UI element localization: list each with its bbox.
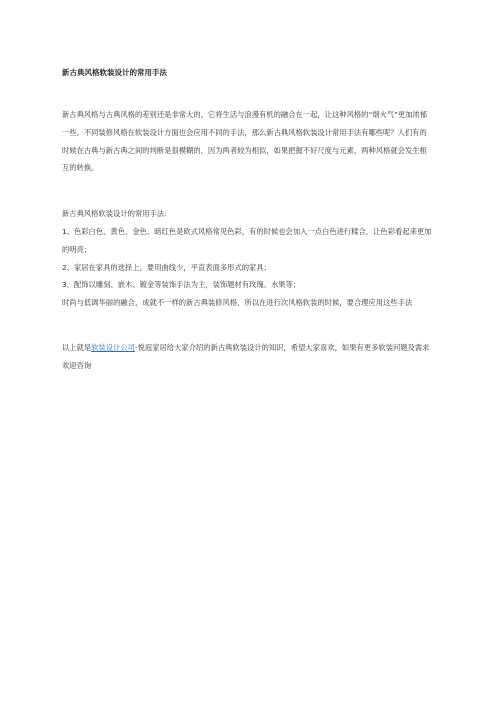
intro-paragraph: 新古典风格与古典风格的差别还是非常大的，它将生活与浪漫有机的融合在一起，让这种风格的“烟火气”更加浓郁一些。不同装修风格在软装设计方面也会应用不同的手法，那么新古典风格软装设计常用手法有哪些呢？人们有的时候在古典与新古典之间的判断是很模糊的，因为两者较为相似，如果把握不好尺度与元素，两种风格就会发生相互的转换。 xyxy=(62,110,428,173)
document-title: 新古典风格软装设计的常用手法 xyxy=(62,68,167,77)
closing-prefix: 以上就是 xyxy=(62,342,92,352)
design-company-link[interactable]: 软装设计公司 xyxy=(91,342,135,352)
closing-suffix: -悦庭家居给大家介绍的新古典软装设计的知识，希望大家喜欢，如果有更多软装问题及需求欢迎咨询 xyxy=(62,342,430,370)
method-item-accessories: 3、配饰以雕刻、嵌木、镀金等装饰手法为主，装饰题材有玫瑰、水果等； xyxy=(62,280,301,290)
closing-paragraph xyxy=(62,339,434,375)
method-item-color: 1、色彩白色、黄色、金色、暗红色是欧式风格常见色彩，有的时候也会加入一点白色进行糅合，让色彩看起来更加的明亮； xyxy=(62,226,432,254)
methods-heading: 新古典风格软装设计的常用手法： xyxy=(62,209,172,219)
method-item-furniture: 2、家居在家具的选择上，要用曲线少，平直表面多形式的家具； xyxy=(62,262,271,272)
document-page xyxy=(62,66,434,375)
summary-paragraph: 时尚与低调华丽的融合，成就不一样的新古典装修风格，所以在进行次风格软装的时候，要合理应用这些手法 xyxy=(62,298,413,308)
